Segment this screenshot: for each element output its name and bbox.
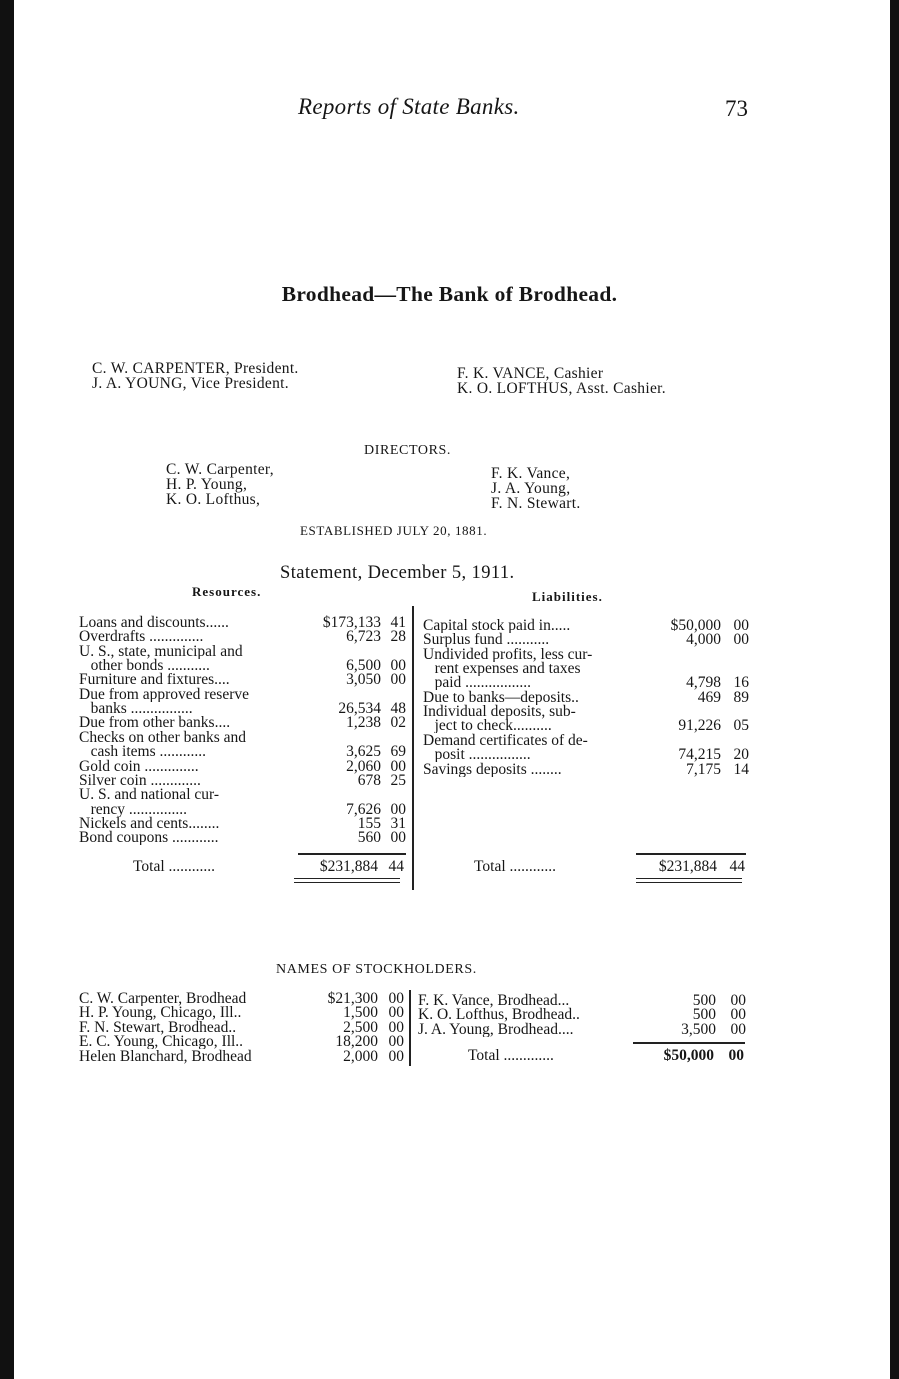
liabilities-row-dollars: 7,175 [686,760,721,778]
liabilities-total-dollars: $231,884 [658,858,717,875]
director-right-3: F. N. Stewart. [491,495,581,512]
resources-row [79,802,406,817]
resources-row-cents: 48 [390,700,406,718]
resources-row-cents: 69 [390,743,406,761]
liabilities-row-label: posit ................ [423,747,531,763]
resources-row-dollars: 3,050 [346,671,381,689]
stockholder-name: J. A. Young, Brodhead.... [418,1021,574,1037]
stockholder-row-cents: 00 [388,1004,404,1022]
resources-row-label: Bond coupons ............ [79,830,219,846]
directors-heading: DIRECTORS. [364,443,452,458]
stockholder-name: F. N. Stewart, Brodhead.. [79,1019,237,1035]
stockholder-name: F. K. Vance, Brodhead... [418,993,570,1008]
resources-row-dollars: 560 [357,829,381,847]
resources-row-label: Loans and discounts...... [79,615,229,630]
liabilities-row [423,747,749,762]
resources-row [79,715,406,730]
liabilities-row [423,718,749,733]
resources-row-dollars: 155 [357,814,381,832]
stockholder-row-cents: 00 [388,1033,404,1051]
resources-row-label: Due from approved reserve [79,686,249,702]
liabilities-row [423,647,749,662]
liabilities-row-cents: 16 [733,674,749,692]
stockholders-total-dollars: $50,000 [663,1047,714,1064]
resources-row-cents: 02 [390,714,406,732]
resources-row-dollars: 2,060 [346,757,381,775]
resources-row-cents: 00 [390,657,406,675]
liabilities-row-label: Individual deposits, sub- [423,704,576,720]
resources-row-cents: 00 [390,671,406,689]
resources-row-label: banks ................ [79,701,193,717]
liabilities-row [423,632,749,647]
officer-asst-cashier: K. O. LOFTHUS, Asst. Cashier. [457,380,666,397]
liabilities-total-cents: 44 [729,858,745,875]
resources-row-cents: 28 [390,628,406,646]
resources-row-label: Nickels and cents........ [79,815,220,831]
stockholder-name: E. C. Young, Chicago, Ill.. [79,1034,244,1050]
liabilities-total-label: Total ............ [474,858,557,875]
resources-row [79,672,406,687]
liabilities-row-cents: 89 [733,688,749,706]
resources-row-cents: 00 [390,757,406,775]
resources-row-dollars: 6,723 [346,628,381,646]
liabilities-row-label: Due to banks—deposits.. [423,689,579,705]
stockholders-total-cents: 00 [728,1047,744,1064]
resources-row-label: Silver coin ............. [79,772,201,788]
stockholder-name: H. P. Young, Chicago, Ill.. [79,1005,242,1021]
liabilities-row-cents: 00 [733,631,749,649]
page-number: 73 [725,96,748,121]
resources-row-label: Overdrafts .............. [79,629,204,645]
liabilities-row-dollars: 74,215 [678,746,721,764]
resources-total-dollars: $231,884 [319,858,378,875]
running-title: Reports of State Banks. [298,94,520,119]
stockholder-name: K. O. Lofthus, Brodhead.. [418,1007,580,1023]
resources-row-dollars: 6,500 [346,657,381,675]
resources-row-label: Furniture and fixtures.... [79,672,230,688]
liabilities-row-dollars: 4,000 [686,631,721,649]
stockholder-row-dollars: 2,500 [343,1018,378,1036]
stockholders-total-row [468,1048,744,1063]
stockholders-column-divider [409,990,411,1066]
resources-row-cents: 00 [390,829,406,847]
liabilities-row-cents: 00 [733,617,749,634]
liabilities-row-label: rent expenses and taxes [423,661,581,677]
resources-row [79,629,406,644]
stockholder-row-cents: 00 [730,1006,746,1024]
stockholders-heading: NAMES OF STOCKHOLDERS. [276,962,477,977]
liabilities-row-dollars: 469 [697,688,721,706]
resources-total-cents: 44 [388,858,404,875]
stockholder-row-cents: 00 [388,1047,404,1065]
resources-row [79,759,406,774]
stockholder-row-dollars: 1,500 [343,1004,378,1022]
resources-row-dollars: 3,625 [346,743,381,761]
liabilities-total-rule [636,853,746,855]
resources-row-label: Due from other banks.... [79,715,231,731]
director-right-2: J. A. Young, [491,480,571,497]
resources-row [79,830,406,845]
liabilities-row-dollars: $50,000 [670,617,721,634]
stockholder-row-dollars: 18,200 [335,1033,378,1051]
resources-row [79,816,406,831]
director-left-1: C. W. Carpenter, [166,461,274,478]
resources-row-dollars: 678 [357,771,381,789]
liabilities-row-label: ject to check.......... [423,718,552,734]
liabilities-total-double-rule [636,878,742,883]
director-right-1: F. K. Vance, [491,465,571,482]
officer-president: C. W. CARPENTER, President. [92,360,299,377]
resources-row [79,744,406,759]
stockholder-row-dollars: $21,300 [327,990,378,1007]
resources-row-dollars: 26,534 [338,700,381,718]
liabilities-heading: Liabilities. [532,589,603,604]
resources-row-cents: 25 [390,771,406,789]
stockholder-row-cents: 00 [388,990,404,1007]
resources-row-label: Gold coin .............. [79,758,199,774]
liabilities-total-row [474,859,745,874]
liabilities-row-label: Demand certificates of de- [423,732,588,748]
resources-row-dollars: 1,238 [346,714,381,732]
liabilities-row-label: Surplus fund ........... [423,632,550,648]
officer-vice-president: J. A. YOUNG, Vice President. [92,375,289,392]
stockholder-name: C. W. Carpenter, Brodhead [79,991,247,1006]
resources-total-double-rule [294,878,400,883]
stockholder-row-cents: 00 [730,1020,746,1038]
stockholder-name: Helen Blanchard, Brodhead [79,1048,252,1064]
liabilities-row-cents: 20 [733,746,749,764]
resources-row [79,787,406,802]
liabilities-row-dollars: 4,798 [686,674,721,692]
statement-title: Statement, December 5, 1911. [280,563,515,583]
scan-border-left [0,0,14,1379]
resources-row-label: other bonds ........... [79,658,210,674]
resources-heading: Resources. [192,584,262,599]
liabilities-row [423,762,749,777]
officer-cashier: F. K. VANCE, Cashier [457,365,604,382]
resources-row-cents: 31 [390,814,406,832]
resources-row-dollars: 7,626 [346,800,381,818]
liabilities-row-label: Savings deposits ........ [423,761,562,777]
statement-column-divider [412,606,414,890]
resources-row-label: rency ............... [79,801,188,817]
resources-row-label: U. S. and national cur- [79,787,220,803]
resources-row-label: Checks on other banks and [79,729,247,745]
stockholder-row-dollars: 3,500 [681,1020,716,1038]
stockholders-total-label: Total ............. [468,1047,554,1064]
stockholder-row [418,1022,746,1037]
liabilities-row-label: Capital stock paid in..... [423,618,571,633]
resources-total-rule [298,853,406,855]
stockholder-row-dollars: 500 [692,1006,716,1024]
bank-title: Brodhead—The Bank of Brodhead. [281,282,618,306]
stockholder-row-cents: 00 [388,1018,404,1036]
director-left-3: K. O. Lofthus, [166,491,261,508]
liabilities-row-cents: 14 [733,760,749,778]
resources-total-label: Total ............ [133,858,216,875]
resources-total-row [133,859,404,874]
director-left-2: H. P. Young, [166,476,248,493]
liabilities-row-dollars: 91,226 [678,717,721,735]
stockholder-row [79,1049,404,1064]
liabilities-row-cents: 05 [733,717,749,735]
stockholder-row [79,1034,404,1049]
liabilities-row-label: Undivided profits, less cur- [423,646,593,662]
stockholder-row-dollars: 500 [692,992,716,1009]
resources-row-cents: 00 [390,800,406,818]
stockholder-row-cents: 00 [730,992,746,1009]
scan-border-right [890,0,899,1379]
resources-row-dollars: $173,133 [322,614,381,631]
stockholders-total-rule [633,1042,745,1044]
liabilities-row-label: paid ................. [423,675,532,691]
resources-row-label: cash items ............ [79,744,206,760]
stockholder-row-dollars: 2,000 [343,1047,378,1065]
resources-row-cents: 41 [390,614,406,631]
resources-row-label: U. S., state, municipal and [79,643,243,659]
established-date: ESTABLISHED JULY 20, 1881. [300,523,488,538]
resources-row [79,773,406,788]
liabilities-row [423,690,749,705]
